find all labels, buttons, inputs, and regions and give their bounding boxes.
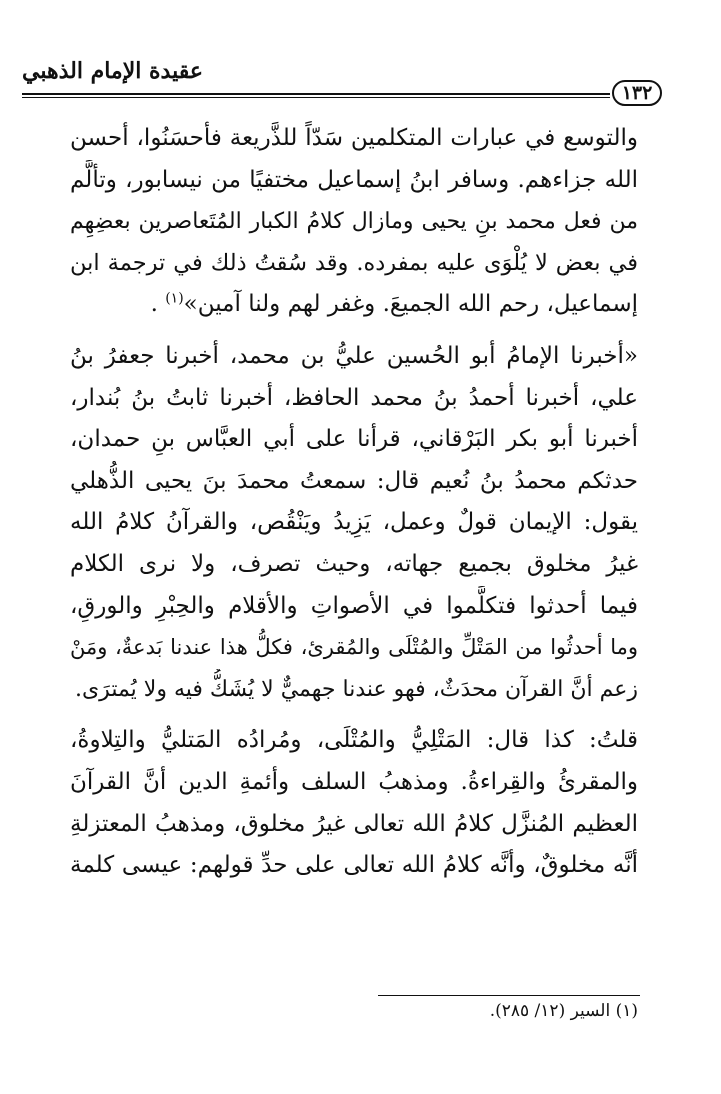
- header-rule-thin: [22, 97, 610, 98]
- text-line: أخبرنا أبو بكر البَرْقاني، قرأنا على أبي العبَّاس بنِ حمدان،: [70, 426, 638, 453]
- text-line: فيما أحدثوا فتكلَّموا في الأصواتِ والأقلام والحِبْرِ والورقِ،: [70, 592, 638, 619]
- page-header: [22, 58, 662, 108]
- text-line: من فعل محمد بنِ يحيى ومازال كلامُ الكبار المُتَعاصرين بعضِهِم: [70, 209, 638, 235]
- footnote-marker[interactable]: (١): [165, 290, 184, 307]
- text-line: العظيم المُنزَّل كلامُ الله تعالى غيرُ مخلوق، ومذهبُ المعتزلةِ: [70, 810, 638, 837]
- text-line: علي، أخبرنا أحمدُ بنُ محمد الحافظ، أخبرنا ثابتُ بنُ بُندار،: [70, 384, 638, 411]
- text-line: يقول: الإيمان قولٌ وعمل، يَزِيدُ ويَنْقُص، والقرآنُ كلامُ الله: [70, 509, 638, 536]
- footnote: (١) السير (١٢/ ٢٨٥).: [489, 1001, 638, 1021]
- paragraph: [70, 336, 638, 710]
- closing-punctuation: .: [150, 291, 166, 318]
- paragraph-gap: [70, 710, 638, 720]
- header-rule: [22, 93, 610, 95]
- text-line: أنَّه مخلوقٌ، وأنَّه كلامُ الله تعالى على حدِّ قولهم: عيسى كلمة: [70, 852, 638, 879]
- running-title: عقيدة الإمام الذهبي: [22, 58, 203, 84]
- page-number: ١٣٢: [612, 80, 662, 106]
- text-line: «أخبرنا الإمامُ أبو الحُسين عليُّ بن محمد، أخبرنا جعفرُ بنُ: [70, 342, 638, 369]
- text-line: والتوسع في عبارات المتكلمين سَدّاً للذَّريعة فأحسَنُوا، أحسن: [70, 125, 638, 151]
- text-line: والمقرئُ والقِراءةُ. ومذهبُ السلف وأئمةِ الدين أنَّ القرآنَ: [70, 768, 638, 795]
- text-line: غيرُ مخلوق بجميع جهاته، وحيث تصرف، ولا نرى الكلام: [70, 550, 638, 577]
- footnote-separator: [378, 995, 640, 996]
- text-line: في بعض لا يُلْوَى عليه بمفرده. وقد سُقتُ ذلك في ترجمة ابن: [70, 249, 638, 276]
- text-line-last: زعم أنَّ القرآن محدَثٌ، فهو عندنا جهميٌّ لا يُشَكُّ فيه ولا يُمترَى.: [74, 676, 638, 702]
- paragraph: [70, 118, 638, 326]
- text-line: قلتُ: كذا قال: المَتْلِيُّ والمُتْلَى، ومُرادُه المَتليُّ والتِلاوةُ،: [70, 727, 638, 754]
- paragraph-gap: [70, 326, 638, 336]
- text-line: الله جزاءهم. وسافر ابنُ إسماعيل مختفيًا من نيسابور، وتألَّم: [70, 166, 638, 193]
- text-line: حدثكم محمدُ بنُ نُعيم قال: سمعتُ محمدَ بنَ يحيى الذُّهلي: [70, 467, 638, 494]
- text-line: وما أحدثُوا من المَتْلِّ والمُتْلَى والمُقرئ، فكلُّ هذا عندنا بَدعةٌ، ومَنْ: [70, 635, 638, 660]
- main-text: [70, 118, 638, 887]
- text-line-content: إسماعيل، رحم الله الجميعَ. وغفر لهم ولنا آمين»: [183, 291, 638, 318]
- paragraph: [70, 720, 638, 886]
- text-line-last: [70, 284, 638, 326]
